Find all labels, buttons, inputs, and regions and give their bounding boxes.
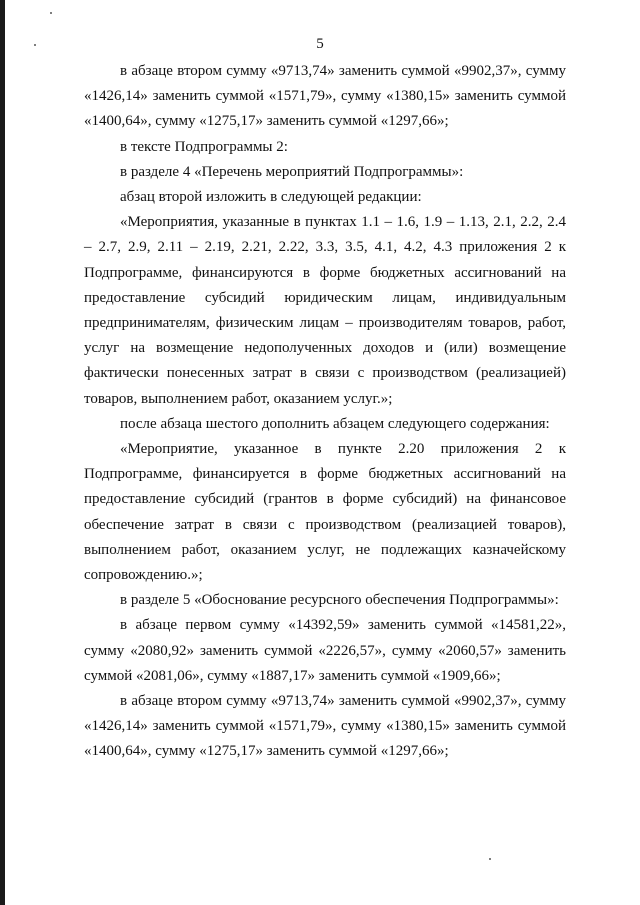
scan-left-edge <box>0 0 5 905</box>
paragraph: «Мероприятие, указанное в пункте 2.20 приложения 2 к Подпрограмме, финансируется в форме бюджетных ассигнований на предоставление субсидий (грантов в форме субсидий) на финансовое обеспечение затрат в связи с производством (реализацией товаров), выполнением работ, оказанием услуг, не подлежащих казначейскому сопровождению.»; <box>84 441 566 584</box>
paragraph: в тексте Подпрограммы 2: <box>120 138 288 155</box>
paragraph: в разделе 5 «Обоснование ресурсного обеспечения Подпрограммы»: <box>120 592 559 609</box>
paragraph: после абзаца шестого дополнить абзацем следующего содержания: <box>120 415 550 432</box>
paragraph: в абзаце втором сумму «9713,74» заменить суммой «9902,37», сумму «1426,14» заменить суммой «1571,79», сумму «1380,15» заменить суммой «1400,64», сумму «1275,17» заменить суммой «1297,66»; <box>84 693 566 760</box>
page-number: 5 <box>316 36 324 52</box>
paragraph: в разделе 4 «Перечень мероприятий Подпрограммы»: <box>120 163 464 180</box>
scan-speck <box>489 858 491 860</box>
paragraph: в абзаце втором сумму «9713,74» заменить суммой «9902,37», сумму «1426,14» заменить суммой «1571,79», сумму «1380,15» заменить суммой «1400,64», сумму «1275,17» заменить суммой «1297,66»; <box>84 63 566 130</box>
document-body <box>84 59 566 765</box>
paragraph: абзац второй изложить в следующей редакции: <box>120 189 422 206</box>
paragraph: «Мероприятия, указанные в пунктах 1.1 – 1.6, 1.9 – 1.13, 2.1, 2.2, 2.4 – 2.7, 2.9, 2.11 – 2.19, 2.21, 2.22, 3.3, 3.5, 4.1, 4.2, 4.3 приложения 2 к Подпрограмме, финансируются в форме бюджетных ассигнований на предоставление субсидий юридическим лицам, индивидуальным предпринимателям, физическим лицам – производителям товаров, работ, услуг на возмещение недополученных доходов и (или) возмещение фактически понесенных затрат в связи с производством (реализацией) товаров, выполнением работ, оказанием услуг.»; <box>84 214 566 407</box>
paragraph: в абзаце первом сумму «14392,59» заменить суммой «14581,22», сумму «2080,92» заменить суммой «2226,57», сумму «2060,57» заменить суммой «2081,06», сумму «1887,17» заменить суммой «1909,66»; <box>84 617 566 684</box>
scan-speck <box>50 12 52 14</box>
